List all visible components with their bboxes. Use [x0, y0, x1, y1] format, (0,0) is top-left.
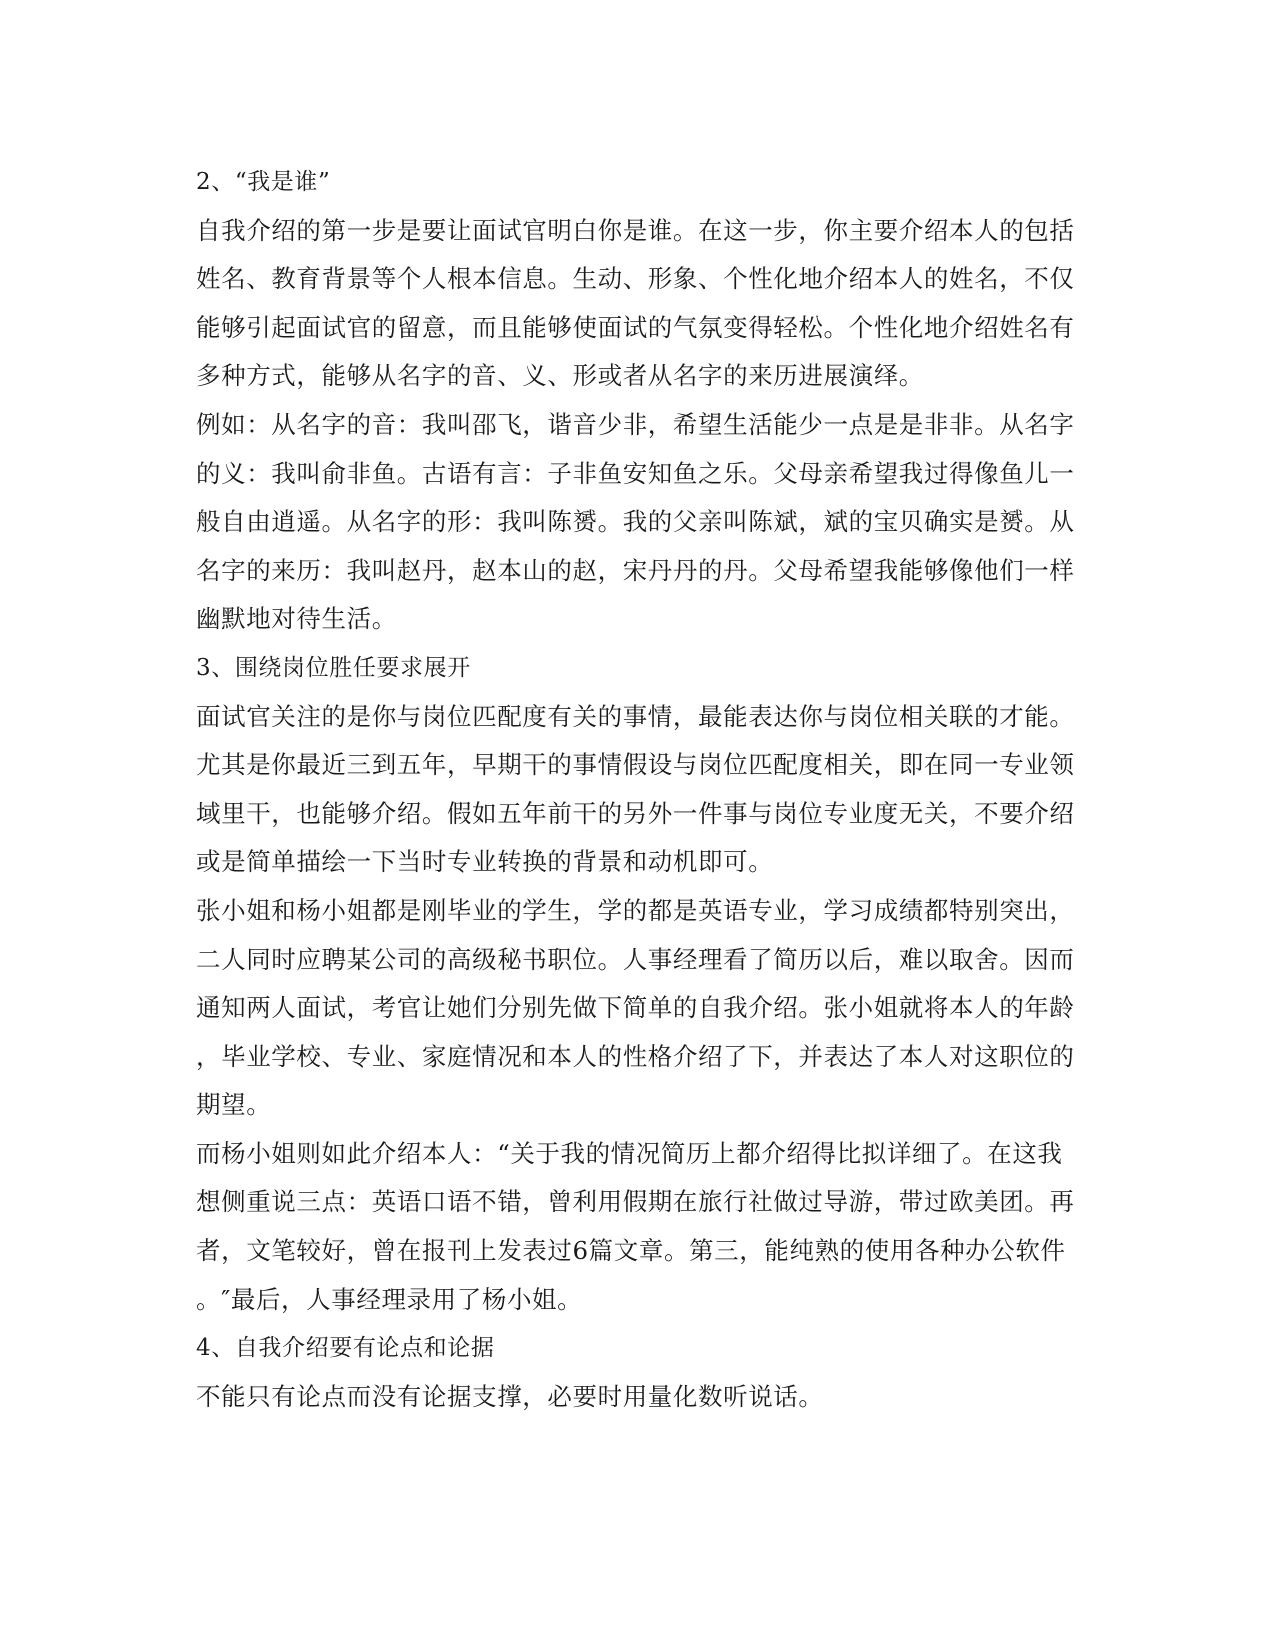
document-body [196, 158, 1076, 1421]
paragraph-line: 。″最后，人事经理录用了杨小姐。 [196, 1284, 583, 1314]
section-heading-who-am-i: 2、“我是谁” [196, 169, 331, 195]
paragraph-line: 者，文笔较好，曾在报刊上发表过6篇文章。第三，能纯熟的使用各种办公软件 [196, 1236, 1066, 1266]
paragraph-line: 能够引起面试官的留意，而且能够使面试的气氛变得轻松。个性化地介绍姓名有 [196, 312, 1075, 342]
paragraph-line: 般自由逍遥。从名字的形：我叫陈赟。我的父亲叫陈斌，斌的宝贝确实是赟。从 [196, 507, 1075, 537]
paragraph-line: 不能只有论点而没有论据支撑，必要时用量化数听说话。 [196, 1381, 824, 1411]
paragraph-line: 名字的来历：我叫赵丹，赵本山的赵，宋丹丹的丹。父母希望我能够像他们一样 [196, 555, 1075, 585]
paragraph-line: ，毕业学校、专业、家庭情况和本人的性格介绍了下，并表达了本人对这职位的 [196, 1041, 1075, 1071]
section-heading-arguments: 4、自我介绍要有论点和论据 [196, 1335, 495, 1362]
paragraph-line: 想侧重说三点：英语口语不错，曾利用假期在旅行社做过导游，带过欧美团。再 [196, 1187, 1075, 1217]
paragraph-line: 姓名、教育背景等个人根本信息。生动、形象、个性化地介绍本人的姓名，不仅 [196, 264, 1075, 294]
paragraph-line: 通知两人面试，考官让她们分别先做下简单的自我介绍。张小姐就将本人的年龄 [196, 993, 1075, 1023]
paragraph-line: 或是简单描绘一下当时专业转换的背景和动机即可。 [196, 847, 774, 877]
paragraph-line: 面试官关注的是你与岗位匹配度有关的事情，最能表达你与岗位相关联的才能。 [196, 701, 1075, 731]
section-heading-job-requirements: 3、围绕岗位胜任要求展开 [196, 654, 471, 681]
paragraph-line: 张小姐和杨小姐都是刚毕业的学生，学的都是英语专业，学习成绩都特别突出， [196, 895, 1075, 925]
paragraph-line: 尤其是你最近三到五年，早期干的事情假设与岗位匹配度相关，即在同一专业领 [196, 750, 1075, 780]
paragraph-line: 期望。 [196, 1090, 272, 1120]
paragraph-line: 多种方式，能够从名字的音、义、形或者从名字的来历进展演绎。 [196, 361, 924, 391]
paragraph-line: 域里干，也能够介绍。假如五年前干的另外一件事与岗位专业度无关，不要介绍 [196, 798, 1075, 828]
paragraph-line: 幽默地对待生活。 [196, 604, 397, 634]
paragraph-line: 的义：我叫俞非鱼。古语有言：子非鱼安知鱼之乐。父母亲希望我过得像鱼儿一 [196, 458, 1075, 488]
paragraph-line: 自我介绍的第一步是要让面试官明白你是谁。在这一步，你主要介绍本人的包括 [196, 215, 1075, 245]
paragraph-line: 二人同时应聘某公司的高级秘书职位。人事经理看了简历以后，难以取舍。因而 [196, 944, 1075, 974]
paragraph-line: 例如：从名字的音：我叫邵飞，谐音少非，希望生活能少一点是是非非。从名字 [196, 409, 1075, 439]
paragraph-line: 而杨小姐则如此介绍本人：“关于我的情况简历上都介绍得比拟详细了。在这我 [196, 1138, 1063, 1168]
